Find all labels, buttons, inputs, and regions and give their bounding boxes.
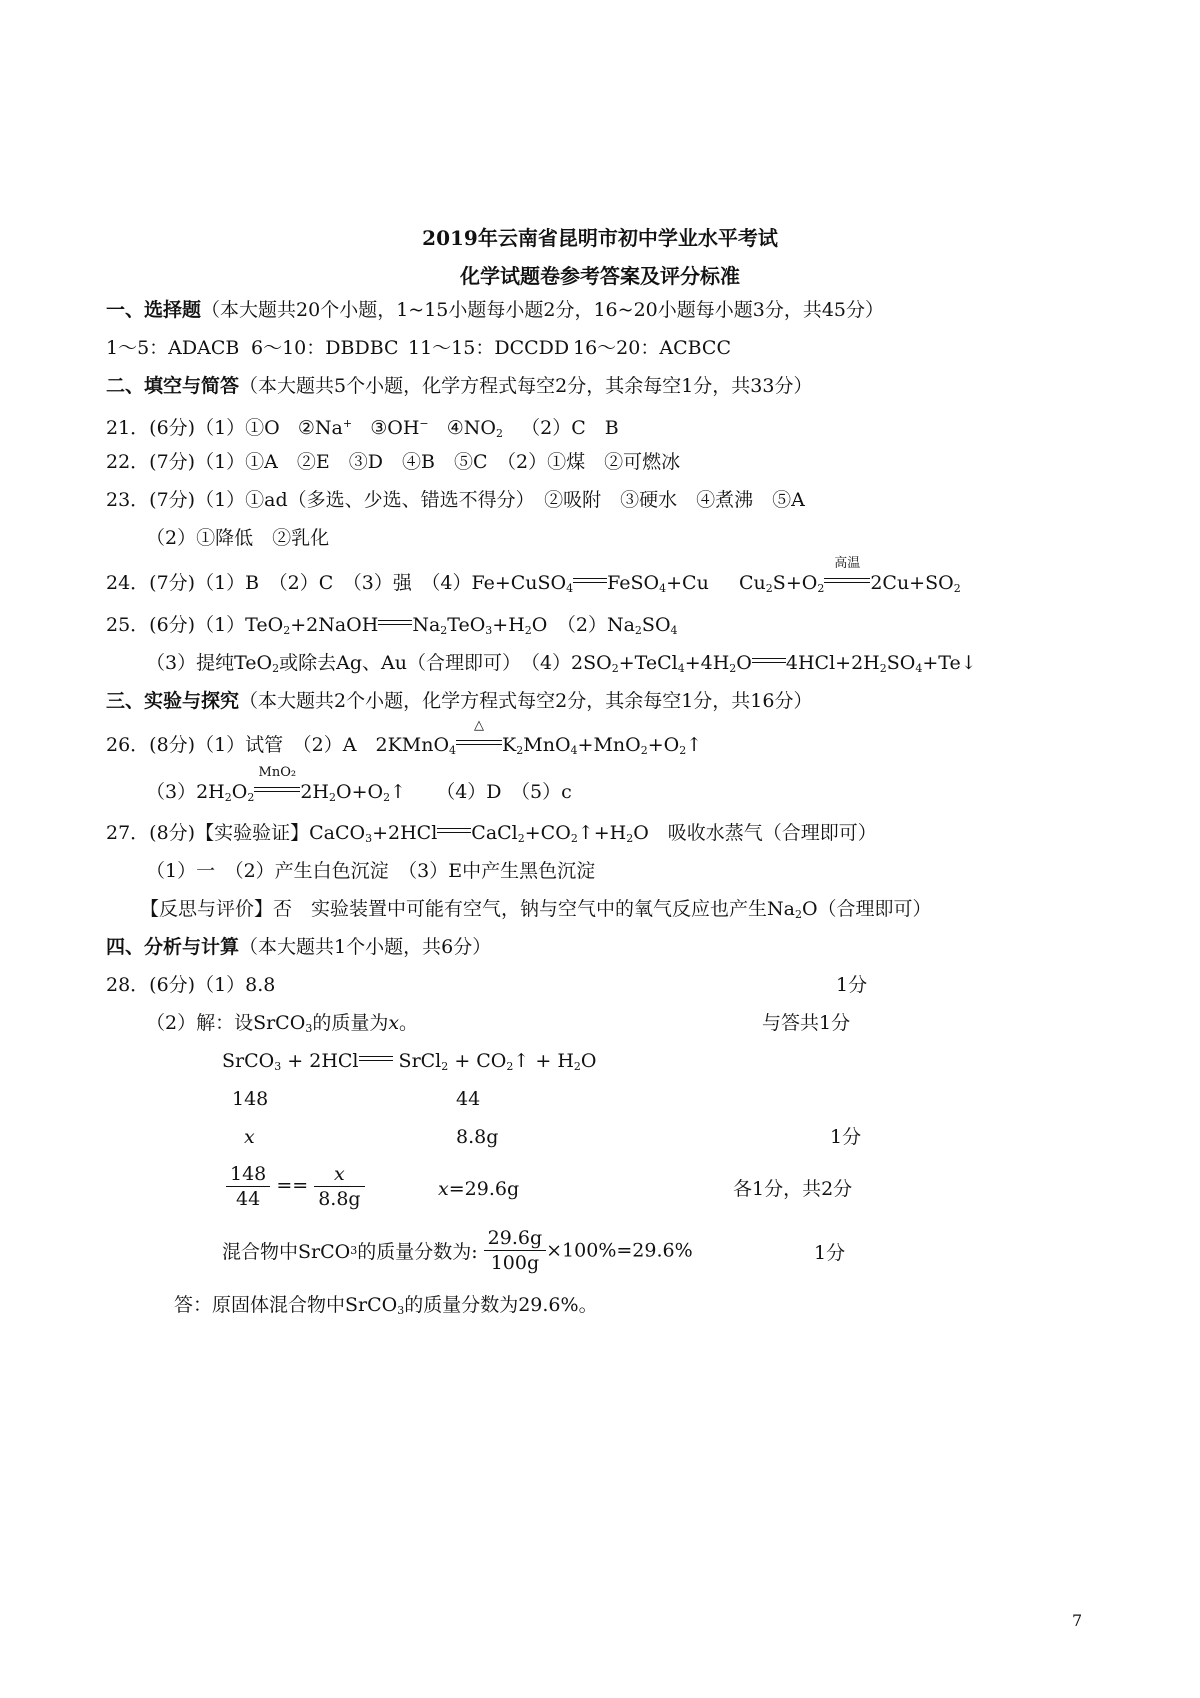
q24-cu2s: Cu [739,572,766,594]
known-mass: 8.8g [456,1126,499,1148]
mc-answer-6-10: 6～10：DBDBC [251,337,399,359]
mass-fraction-line [222,1226,693,1275]
molar-mass-44: 44 [456,1088,481,1110]
sub: 2 [573,1060,581,1073]
q25-l2d: +4H [684,652,730,674]
sub: 2 [626,832,634,845]
answer-b: 的质量分数为29.6%。 [404,1294,598,1316]
eq-h2o: + H [535,1050,574,1072]
q25-answer-line1 [106,612,678,644]
mix-b: 的质量分数为: [357,1241,478,1263]
sub: 4 [449,744,457,757]
q26-l2a: （3）2H [146,781,225,803]
section-4-desc: （本大题共1个小题，共6分） [239,936,492,958]
result-x [438,1176,519,1202]
q25-l2g: SO [886,652,916,674]
sub: 2 [794,908,802,921]
sub: 2 [441,1060,449,1073]
q25-e: +H [492,614,525,636]
condition-high-temp: 高温 [834,556,861,571]
proportion-score: 1分 [830,1126,862,1148]
equals-sign [437,826,471,836]
q24-feso: FeSO [607,572,660,594]
frac-den: 100g [490,1252,540,1274]
eq-srcl2: SrCl [398,1050,442,1072]
eq-o: O [580,1050,597,1072]
catalyst-label: MnO₂ [258,765,297,780]
sub: 3 [485,624,493,637]
section-2-title: 二、填空与简答 [106,375,240,397]
equals: == [276,1174,309,1197]
q26-l2e: （4）D （5）c [436,781,572,803]
sub: 2 [329,791,336,804]
page-title: 2019年云南省昆明市初中学业水平考试 [422,226,778,250]
section-2-heading [106,373,812,399]
molar-mass-148: 148 [232,1088,269,1110]
sub: 2 [506,1060,514,1073]
equals-sign [573,576,607,586]
sub-2b: 2 [817,582,825,595]
mc-answers [106,335,731,361]
q25-l2b: 或除去Ag、Au（合理即可） （4）2SO [279,652,612,674]
final-answer [174,1292,598,1324]
q28-setup-score: 与答共1分 [762,1012,851,1034]
q28-part1-score: 1分 [836,974,868,996]
section-1-heading [106,297,884,323]
q28-setup [146,1010,418,1042]
q26-a: 26．(8分)（1）试管 （2）A 2KMnO [106,734,450,756]
mc-answer-16-20: 16～20：ACBCC [573,337,732,359]
frac-den: 44 [236,1188,261,1210]
q28-part1: 28．(6分)（1）8.8 [106,974,276,996]
mass-fraction-score: 1分 [814,1242,846,1264]
eq-srco3: SrCO [222,1050,275,1072]
sub: 2 [440,624,448,637]
q28-setup-a: （2）解：设SrCO [146,1012,306,1034]
frac-den: 8.8g [318,1188,361,1210]
sub-2: 2 [765,582,773,595]
sub: 2 [879,662,887,675]
q27-b: +2HCl [372,822,438,844]
fraction-x-88 [314,1162,364,1211]
sub: 2 [272,662,280,675]
equals-sign [378,618,412,628]
q21-na: ②Na [297,417,343,439]
section-1-title: 一、选择题 [106,299,202,321]
unknown-x: x [244,1126,255,1148]
q24-cu: +Cu [666,572,709,594]
sub: 2 [383,791,391,804]
reaction-condition-heat [456,718,502,748]
q21-no: ④NO [446,417,497,439]
sub: 4 [570,744,578,757]
gas-arrow-icon [390,781,406,803]
gas-arrow-icon [578,822,594,844]
heat-symbol: △ [474,718,485,733]
q26-l2c: 2H [300,781,329,803]
q21-part1: 21．(6分)（1）①O [106,417,280,439]
mix-a: 混合物中SrCO [222,1241,351,1263]
eq-co2: + CO [454,1050,507,1072]
q26-c: MnO [523,734,571,756]
sub: 2 [517,832,525,845]
q21-oh: ③OH [370,417,420,439]
result-score: 各1分，共2分 [733,1178,853,1200]
sub: 2 [283,624,291,637]
sub-4b: 4 [659,582,667,595]
q27-e: +H [593,822,627,844]
section-1-desc: （本大题共20个小题，1~15小题每小题2分，16~20小题每小题3分，共45分） [201,299,885,321]
frac-num: x [314,1162,364,1187]
q25-l2f: 4HCl+2H [785,652,880,674]
reaction-condition-catalyst [254,765,300,795]
sub: 2 [224,791,232,804]
q25-d: TeO [447,614,486,636]
q21-no-sub: 2 [496,427,504,440]
q23-answer-line1: 23．(7分)（1）①ad（多选、少选、错选不得分） ②吸附 ③硬水 ④煮沸 ⑤A [106,489,805,511]
sub: 2 [640,744,648,757]
section-3-title: 三、实验与探究 [106,690,240,712]
q26-answer-line2 [146,765,572,811]
q24-cu2s-b: S+O [772,572,818,594]
sub: 4 [915,662,923,675]
q26-answer-line1 [106,718,702,764]
section-2-desc: （本大题共5个小题，化学方程式每空2分，其余每空1分，共33分） [239,375,813,397]
q26-l2b: O [231,781,248,803]
sub: 3 [365,832,373,845]
q25-g: SO [641,614,671,636]
q27-a: 27．(8分)【实验验证】CaCO [106,822,366,844]
equals-sign [359,1054,393,1064]
q22-answer: 22．(7分)（1）①A ②E ③D ④B ⑤C （2）①煤 ②可燃冰 [106,451,681,473]
q27-f: O 吸收水蒸气（合理即可） [633,822,877,844]
q28-equation [222,1048,596,1080]
mix-c: ×100%=29.6% [546,1239,693,1262]
q21-na-sup: + [342,417,353,430]
sub-4: 4 [566,582,574,595]
q21-oh-sup: − [419,417,429,430]
result-value: =29.6g [448,1178,520,1200]
q25-l2h: +Te↓ [922,652,977,674]
sub: 3 [274,1060,282,1073]
q25-a: 25．(6分)（1）TeO [106,614,284,636]
gas-arrow-icon [686,734,702,756]
q24-tail: 2Cu+SO [870,572,954,594]
sub: 4 [677,662,685,675]
fraction-148-44 [226,1162,270,1211]
sub: 2 [634,624,642,637]
q25-c: Na [412,614,441,636]
frac-num: 148 [226,1162,270,1187]
sub: 3 [397,1304,405,1317]
q27-answer-line2: （1）一 （2）产生白色沉淀 （3）E中产生黑色沉淀 [146,860,596,882]
q27-l3b: O（合理即可） [801,898,932,920]
sub: 2 [516,744,524,757]
q27-d: +CO [524,822,571,844]
q25-l2e: O [736,652,752,674]
sub: 3 [350,1244,358,1257]
proportion-equation [226,1162,365,1211]
page-number: 7 [1072,1611,1083,1630]
q25-answer-line2 [146,650,977,682]
answer-a: 答：原固体混合物中SrCO [174,1294,398,1316]
mc-answer-1-5: 1～5：ADACB [106,337,240,359]
q26-b: K [502,734,517,756]
section-3-desc: （本大题共2个小题，化学方程式每空2分，其余每空1分，共16分） [239,690,813,712]
q28-setup-b: 的质量为 [312,1012,389,1034]
q25-l2c: +TeCl [618,652,678,674]
sub: 3 [305,1022,313,1035]
q25-b: +2NaOH [290,614,379,636]
q27-answer-line3 [140,896,932,928]
mc-answer-11-15: 11～15：DCCDD [408,337,570,359]
q21-part2: （2）C B [521,417,619,439]
q26-e: +O [647,734,680,756]
q28-setup-c: 。 [399,1012,419,1034]
sub: 2 [611,662,619,675]
frac-num: 29.6g [484,1226,546,1251]
q25-f: O （2）Na [531,614,635,636]
q27-l3a: 【反思与评价】否 实验装置中可能有空气，钠与空气中的氧气反应也产生Na [140,898,795,920]
q21-answer [106,411,619,447]
section-4-title: 四、分析与计算 [106,936,240,958]
q24-main: 24．(7分)（1）B （2）C （3）强 （4）Fe+CuSO [106,572,567,594]
section-3-heading [106,688,812,714]
sub: 2 [729,662,737,675]
q23-answer-line2: （2）①降低 ②乳化 [146,527,330,549]
q24-answer [106,556,961,602]
sub: 2 [679,744,687,757]
sub: 2 [570,832,578,845]
q28-var-x: x [388,1012,400,1034]
q25-l2a: （3）提纯TeO [146,652,273,674]
fraction-mass [484,1226,546,1275]
eq-hcl: + 2HCl [287,1050,359,1072]
result-var: x [438,1178,449,1200]
reaction-condition [824,556,870,586]
q26-l2d: O+O [336,781,384,803]
sub: 2 [524,624,532,637]
equals-sign [752,656,786,666]
sub: 2 [247,791,255,804]
q27-c: CaCl [471,822,518,844]
page-subtitle: 化学试题卷参考答案及评分标准 [460,264,740,288]
q27-answer-line1 [106,820,877,852]
sub: 4 [670,624,678,637]
q26-d: +MnO [577,734,641,756]
sub-2c: 2 [953,582,961,595]
gas-arrow-icon [513,1050,529,1072]
section-4-heading [106,934,491,960]
